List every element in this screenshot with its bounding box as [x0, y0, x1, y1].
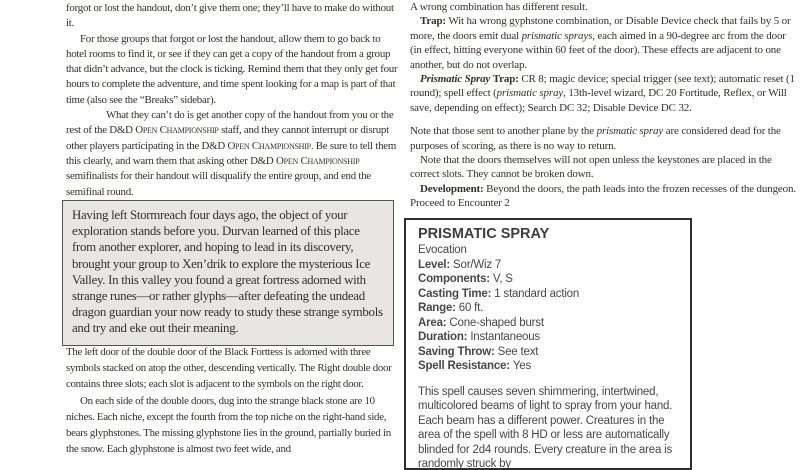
stat-value: Cone-shaped burst: [449, 317, 543, 329]
stat-label: Spell Resistance:: [418, 360, 510, 372]
spell-stat-line: [418, 345, 678, 360]
right-column-text: [410, 0, 797, 211]
spell-stat-line: [418, 330, 678, 345]
stat-value: 60 ft.: [459, 302, 483, 314]
development-paragraph: Development: Beyond the doors, the path leads into the frozen recesses of the dungeon. Proceed to Encounter 2: [410, 182, 797, 211]
paragraph: forgot or lost the handout, don’t give them one; they’ll have to make do without it.: [66, 1, 399, 32]
stat-label: Casting Time:: [418, 288, 491, 300]
stat-value: Sor/Wiz 7: [453, 259, 501, 271]
stat-label: Components:: [418, 273, 490, 285]
paragraph: For those groups that forgot or lost the handout, allow them to go back to hotel rooms to find it, or see if they can get a copy of the handout from a group that didn’t advance, but the clock is ticking. Remind them that they only get four hours to complete the adventure, and time spent looking for a map is part of that time (also see the “Breaks” sidebar).: [66, 32, 399, 108]
stat-label: Range:: [418, 302, 456, 314]
spell-stat-line: [418, 316, 678, 331]
spell-stat-line: [418, 301, 678, 316]
stat-label: Saving Throw:: [418, 346, 495, 358]
trap-paragraph: Trap: Wit ha wrong gyphstone combination, or Disable Device check that fails by 5 or more, the doors emit dual prismatic sprays, each aimed in a 90-degree arc from the door (in effect, hitting everyone within 60 feet of the door). These effects are adjacent to one another, but do not overlap.: [410, 14, 797, 72]
paragraph: What they can’t do is get another copy of the handout from you or the rest of the D&D Open Championship staff, and they cannot interrupt or disrupt other players participating in the D&D Open Championship. Be sure to tell them this clearly, and warn them that asking other D&D Open Championship semifinalists for their handout will disqualify the entire group, and end the semifinal round.: [66, 108, 399, 200]
stat-value: V, S: [493, 273, 513, 285]
spell-description: This spell causes seven shimmering, intertwined, multicolored beams of light to spray from your hand. Each beam has a different power. Creatures in the area of the spell with 8 HD or less are automatically blinded for 2d4 rounds. Every creature in the area is randomly struck by: [418, 385, 678, 470]
read-aloud-text: Having left Stormreach four days ago, the object of your exploration stands before you. Durvan learned of this place from another explorer, and hoping to lead in its discovery, brought your group to Xen’drik to explore the mysterious Ice Valley. In this valley you found a great fortress adorned with strange runes—or rather glyphs—after defeating the undead dragon guardian your now ready to study these strange symbols and try and eke out their meaning.: [72, 207, 384, 337]
stat-label: Level:: [418, 259, 450, 271]
stat-value: Instantaneous: [470, 331, 540, 343]
spell-stat-line: [418, 258, 678, 273]
paragraph: A wrong combination has different result.: [410, 0, 797, 14]
spell-stat-line: [418, 272, 678, 287]
stat-label: Area:: [418, 317, 446, 329]
paragraph: Note that the doors themselves will not open unless the keystones are placed in the correct slots. They cannot be broken down.: [410, 153, 797, 182]
left-column-lower-text: [66, 344, 402, 457]
paragraph: On each side of the double doors, dug into the strange black stone are 10 niches. Each niche, except the fourth from the top niche on the right-hand side, bears glyphstones. The missing glyphstone lies in the ground, partially buried in the snow. Each glyphstone is almost two feet wide, and: [66, 393, 402, 458]
spell-stat-line: [418, 359, 678, 374]
stat-label: Duration:: [418, 331, 467, 343]
trap-statline-paragraph: Prismatic Spray Trap: CR 8; magic device; special trigger (see text); automatic reset (1 round); spell effect (prismatic spray, 13th-level wizard, DC 20 Fortitude, Reflex, or Will save, depending on effect); Search DC 32; Disable Device DC 32.: [410, 72, 797, 115]
paragraph: Note that those sent to another plane by the prismatic spray are considered dead for the purposes of scoring, as there is no way to return.: [410, 124, 797, 153]
spell-school: Evocation: [418, 243, 678, 258]
paragraph: The left door of the double door of the Black Forttess is adorned with three symbols stacked on atop the other, descending vertically. The Right double door contains three slots; each slot is adjacent to the symbols on the right door.: [66, 344, 402, 393]
stat-value: Yes: [513, 360, 531, 372]
spell-stat-line: [418, 287, 678, 302]
spell-stat-block: [404, 218, 692, 470]
spell-title: PRISMATIC SPRAY: [418, 226, 678, 243]
read-aloud-box: [62, 200, 394, 346]
left-column-upper-text: [66, 1, 399, 200]
stat-value: 1 standard action: [494, 288, 579, 300]
stat-value: See text: [498, 346, 539, 358]
